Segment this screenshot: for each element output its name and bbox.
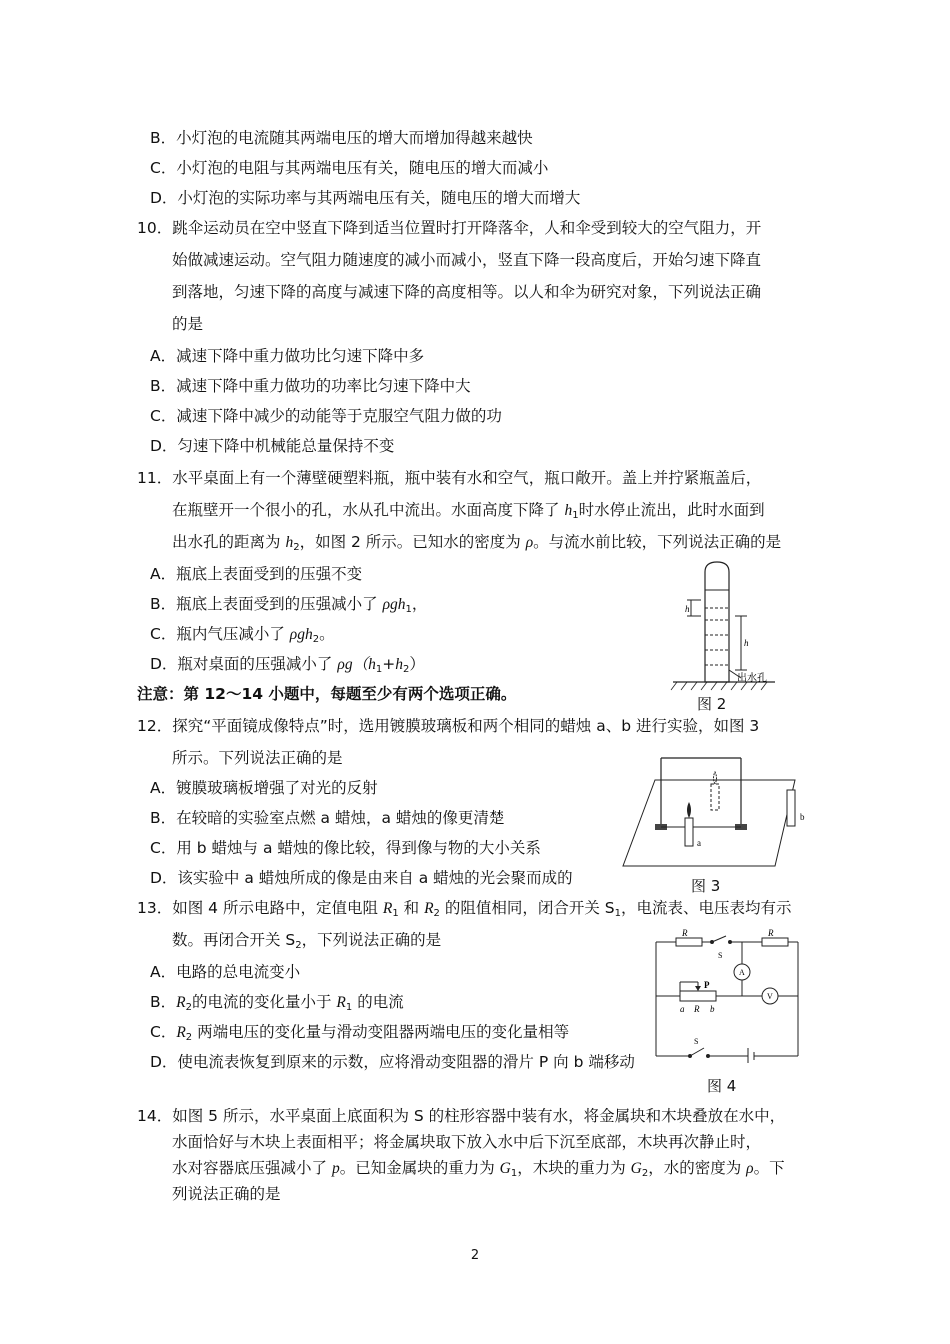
q11-stem-line1: 11．水平桌面上有一个薄壁硬塑料瓶，瓶中装有水和空气，瓶口敞开。盖上并拧紧瓶盖后，: [137, 469, 762, 487]
fig3-candle-b-label: b: [800, 812, 805, 822]
fig4-ammeter-label: A: [739, 968, 745, 977]
page-number: 2: [470, 1248, 480, 1263]
q14-stem-line4: 列说法正确的是: [172, 1185, 281, 1203]
q10-stem-line3: 到落地，匀速下降的高度与减速下降的高度相等。以人和伞为研究对象，下列说法正确: [172, 283, 762, 301]
q10-option-a: A．减速下降中重力做功比匀速下降中多: [150, 347, 425, 365]
q14-stem-line2: 水面恰好与木块上表面相平；将金属块取下放入水中后下沉至底部，木块再次静止时，: [172, 1133, 762, 1151]
q14-stem-line1: 14．如图 5 所示，水平桌面上底面积为 S 的柱形容器中装有水，将金属块和木块叠放在水中，: [137, 1107, 786, 1125]
q11-option-d: D．瓶对桌面的压强减小了 $\rho g(h_1+h_2)$: [150, 655, 425, 675]
q11-option-a: A．瓶底上表面受到的压强不变: [150, 565, 363, 583]
q12-option-c: C．用 b 蜡烛与 a 蜡烛的像比较，得到像与物的大小关系: [150, 839, 541, 857]
q11-stem-line3: 出水孔的距离为 $h_2$，如图 2 所示。已知水的密度为 ρ。与流水前比较，下列说法正确的是: [172, 533, 782, 553]
fig3-candle-a-label: a: [697, 838, 701, 848]
q13-option-d: D．使电流表恢复到原来的示数，应将滑动变阻器的滑片 P 向 b 端移动: [150, 1053, 635, 1071]
q12-stem-line1: 12．探究“平面镜成像特点”时，选用镀膜玻璃板和两个相同的蜡烛 a、b 进行实验，如图 3: [137, 717, 760, 735]
q13-stem-line1: 13．如图 4 所示电路中，定值电阻 $R_1$ 和 $R_2$ 的阻值相同，闭合开关 $S_1$，电流表、电压表均有示: [137, 899, 792, 919]
q12-option-d: D．该实验中 a 蜡烛所成的像是由来自 a 蜡烛的光会聚而成的: [150, 869, 573, 887]
q11-option-b: B．瓶底上表面受到的压强减小了 ρgh$_1$，: [150, 595, 428, 615]
q10-stem-line1: 10．跳伞运动员在空中竖直下降到适当位置时打开降落伞，人和伞受到较大的空气阻力，开: [137, 219, 762, 237]
figure-2-bottle-diagram: [665, 560, 795, 695]
fig4-r1-label: R: [682, 928, 688, 938]
figure-4-circuit-diagram: [650, 928, 805, 1063]
q10-option-c: C．减速下降中减少的动能等于克服空气阻力做的功: [150, 407, 502, 425]
fig4-p-label: P: [704, 980, 710, 990]
q12-stem-line2: 所示。下列说法正确的是: [172, 749, 343, 767]
fig4-r-label: R: [694, 1004, 700, 1014]
figure-4-caption: 图 4: [707, 1077, 737, 1095]
figure-2-caption: 图 2: [697, 695, 727, 713]
q11-option-c: C．瓶内气压减小了 ρgh$_2$。: [150, 625, 335, 645]
q12-option-a: A．镀膜玻璃板增强了对光的反射: [150, 779, 378, 797]
q10-stem-line2: 始做减速运动。空气阻力随速度的减小而减小，竖直下降一段高度后，开始匀速下降直: [172, 251, 762, 269]
q13-option-a: A．电路的总电流变小: [150, 963, 301, 981]
fig2-h1-label: h: [685, 604, 690, 614]
fig4-b-label: b: [710, 1004, 715, 1014]
fig4-s1-label: S: [694, 1037, 699, 1046]
figure-3-caption: 图 3: [691, 877, 721, 895]
q11-stem-line2: 在瓶壁开一个很小的孔，水从孔中流出。水面高度下降了 $h_1$时水停止流出，此时水面到: [172, 501, 765, 521]
q10-option-b: B．减速下降中重力做功的功率比匀速下降中大: [150, 377, 471, 395]
figure-3-mirror-diagram: [615, 748, 815, 873]
q12-option-b: B．在较暗的实验室点燃 a 蜡烛，a 蜡烛的像更清楚: [150, 809, 505, 827]
fig2-h2-label: h: [744, 638, 749, 648]
fig4-s2-label: S: [718, 951, 723, 960]
q10-stem-line4: 的是: [172, 315, 204, 333]
fig2-hole-label: 出水孔: [737, 673, 767, 684]
q10-option-d: D．匀速下降中机械能总量保持不变: [150, 437, 395, 455]
q9-option-d: D．小灯泡的实际功率与其两端电压有关，随电压的增大而增大: [150, 189, 581, 207]
fig4-voltmeter-label: V: [767, 992, 773, 1001]
fig4-a-label: a: [680, 1004, 685, 1014]
q9-option-c: C．小灯泡的电阻与其两端电压有关，随电压的增大而减小: [150, 159, 549, 177]
q13-stem-line2: 数。再闭合开关 $S_2$，下列说法正确的是: [172, 931, 442, 951]
q9-option-b: B．小灯泡的电流随其两端电压的增大而增加得越来越快: [150, 129, 533, 147]
q14-stem-line3: 水对容器底压强减小了 p。已知金属块的重力为 $G_1$，木块的重力为 $G_2$，水的密度为 ρ。下: [172, 1159, 785, 1179]
q13-option-b: B．$R_2$的电流的变化量小于 $R_1$ 的电流: [150, 993, 404, 1013]
fig4-r2-label: R: [768, 928, 774, 938]
q13-option-c: C．$R_2$ 两端电压的变化量与滑动变阻器两端电压的变化量相等: [150, 1023, 570, 1043]
multi-choice-note: 注意：第 12～14 小题中，每题至少有两个选项正确。: [137, 685, 517, 703]
